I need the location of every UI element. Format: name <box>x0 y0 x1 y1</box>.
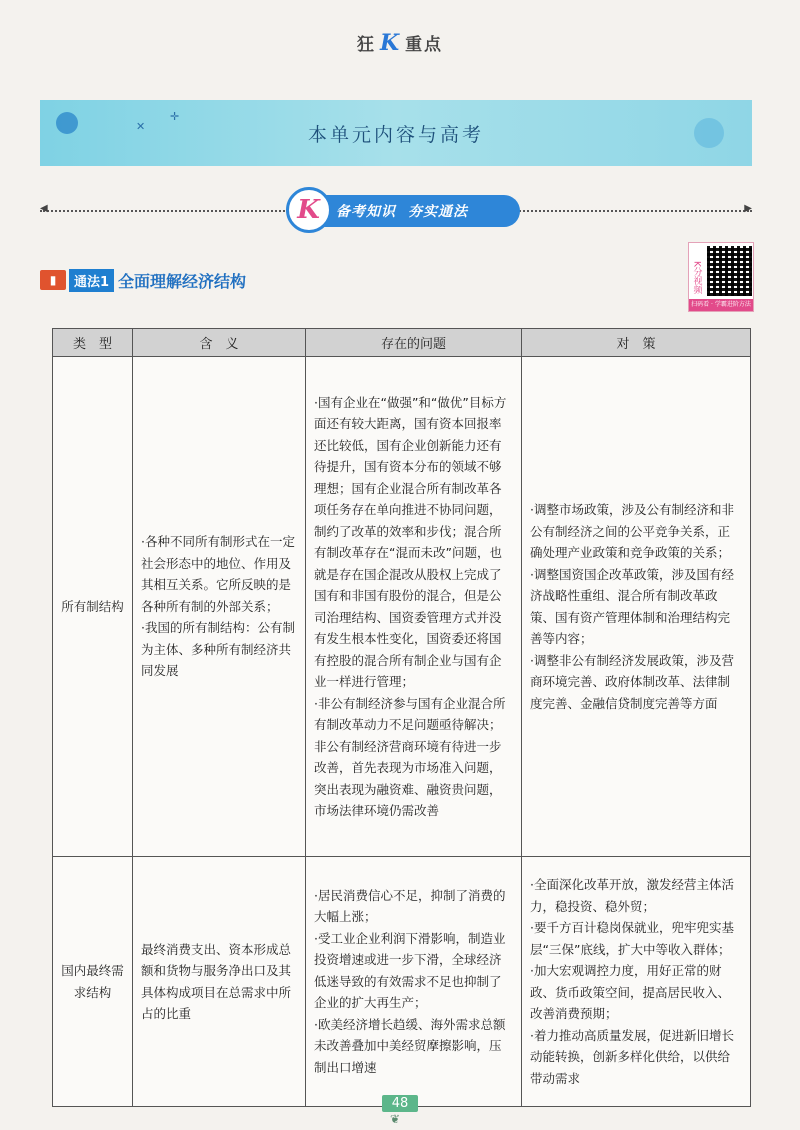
table-header-row <box>53 329 751 357</box>
table-row <box>53 857 751 1107</box>
section-pill <box>292 195 520 227</box>
row-measures <box>522 857 751 1107</box>
brand-right: 重点 <box>405 35 444 55</box>
row-type: 所有制结构 <box>53 357 133 857</box>
unit-banner <box>40 100 752 166</box>
k-badge-icon: K <box>286 187 332 233</box>
page-number-label: 48 <box>382 1095 419 1112</box>
arrow-right-icon: ▶ <box>744 203 752 214</box>
meaning-item: ·我国的所有制结构：公有制为主体、多种所有制经济共同发展 <box>141 620 295 679</box>
column-header: 类 型 <box>53 329 133 357</box>
banner-title: 本单元内容与高考 <box>307 123 484 146</box>
economic-structure-table <box>52 328 751 1107</box>
row-type: 国内最终需求结构 <box>53 857 133 1107</box>
qr-code-icon[interactable] <box>707 246 752 296</box>
circle-decoration-icon <box>56 112 78 134</box>
qr-side-label: K分视频 <box>689 243 705 311</box>
measure-item: ·加大宏观调控力度，用好正常的财政、货币政策空间，提高居民收入、改善消费预期； <box>530 963 731 1021</box>
book-icon: ▮ <box>40 270 66 290</box>
circle-decoration-icon <box>694 118 724 148</box>
brand-left: 狂 <box>356 35 376 55</box>
plus-icon: ✛ <box>170 110 180 123</box>
column-header: 对 策 <box>522 329 751 357</box>
pill-label-2: 夯实通法 <box>408 204 468 220</box>
problem-item: ·受工业企业利润下滑影响，制造业投资增速或进一步下滑，全球经济低迷导致的有效需求不足也抑制了企业的扩大再生产； <box>314 930 506 1011</box>
qr-bar-label: 扫码看 · 学霸进阶方法 <box>689 299 753 311</box>
problem-item: ·居民消费信心不足，抑制了消费的大幅上涨； <box>314 887 506 925</box>
leaf-icon: ❦ <box>390 1112 401 1126</box>
row-problems <box>306 857 522 1107</box>
problem-item: ·非公有制经济参与国有企业混合所有制改革动力不足问题亟待解决；非公有制经济营商环境有待进一步改善，首先表现为市场准入问题，突出表现为融资难、融资贵问题，市场法律环境仍需改善 <box>314 695 506 818</box>
section-heading <box>40 269 246 291</box>
video-qr-code[interactable] <box>688 242 754 312</box>
page-number <box>0 1092 800 1112</box>
brand-k-logo: K <box>379 30 402 56</box>
measure-item: ·要千方百计稳岗保就业，兜牢兜实基层“三保”底线，扩大中等收入群体； <box>530 920 734 957</box>
column-header: 含 义 <box>133 329 306 357</box>
row-measures <box>522 357 751 857</box>
section-tag: 通法1 <box>69 269 114 292</box>
column-header: 存在的问题 <box>306 329 522 357</box>
problem-item: ·欧美经济增长趋缓、海外需求总额未改善叠加中美经贸摩擦影响，压制出口增速 <box>314 1016 506 1075</box>
arrow-left-icon: ◀ <box>40 203 48 214</box>
problem-item: ·国有企业在“做强”和“做优”目标方面还有较大距离，国有资本回报率还比较低，国有企业创新能力还有待提升，国有资本分布的领域不够理想；国有企业混合所有制改革各项任务存在单向推进不协同问题，制约了改革的效率和步伐；混合所有制改革存在“混而未改”问题，也就是存在国企混改从股权上完成了国有和非国有股份的混合，但是公司治理结构、国资委管理方式并没有发生根本性变化，国资委还将国有控股的混合所有制企业与国有企业一样进行管理； <box>314 394 507 689</box>
brand-header <box>0 30 800 56</box>
sparkle-icon: ✕ <box>136 120 146 133</box>
measure-item: ·调整国资国企改革政策，涉及国有经济战略性重组、混合所有制改革政策、国有资产管理体制和治理结构完善等内容； <box>530 566 734 646</box>
table-row <box>53 357 751 857</box>
measure-item: ·调整市场政策，涉及公有制经济和非公有制经济之间的公平竞争关系，正确处理产业政策和竞争政策的关系； <box>530 502 734 560</box>
row-meaning <box>133 857 306 1107</box>
meaning-item: 最终消费支出、资本形成总额和货物与服务净出口及其具体构成项目在总需求中所占的比重 <box>141 941 292 1021</box>
measure-item: ·着力推动高质量发展，促进新旧增长动能转换，创新多样化供给，以供给带动需求 <box>530 1027 734 1086</box>
pill-label-1: 备考知识 <box>336 204 396 220</box>
row-meaning <box>133 357 306 857</box>
measure-item: ·调整非公有制经济发展政策，涉及营商环境完善、政府体制改革、法律制度完善、金融信贷制度完善等方面 <box>530 652 734 711</box>
meaning-item: ·各种不同所有制形式在一定社会形态中的地位、作用及其相互关系。它所反映的是各种所有制的外部关系； <box>141 534 295 614</box>
measure-item: ·全面深化改革开放，激发经营主体活力，稳投资、稳外贸； <box>530 877 734 914</box>
section-title: 全面理解经济结构 <box>118 271 247 291</box>
row-problems <box>306 357 522 857</box>
